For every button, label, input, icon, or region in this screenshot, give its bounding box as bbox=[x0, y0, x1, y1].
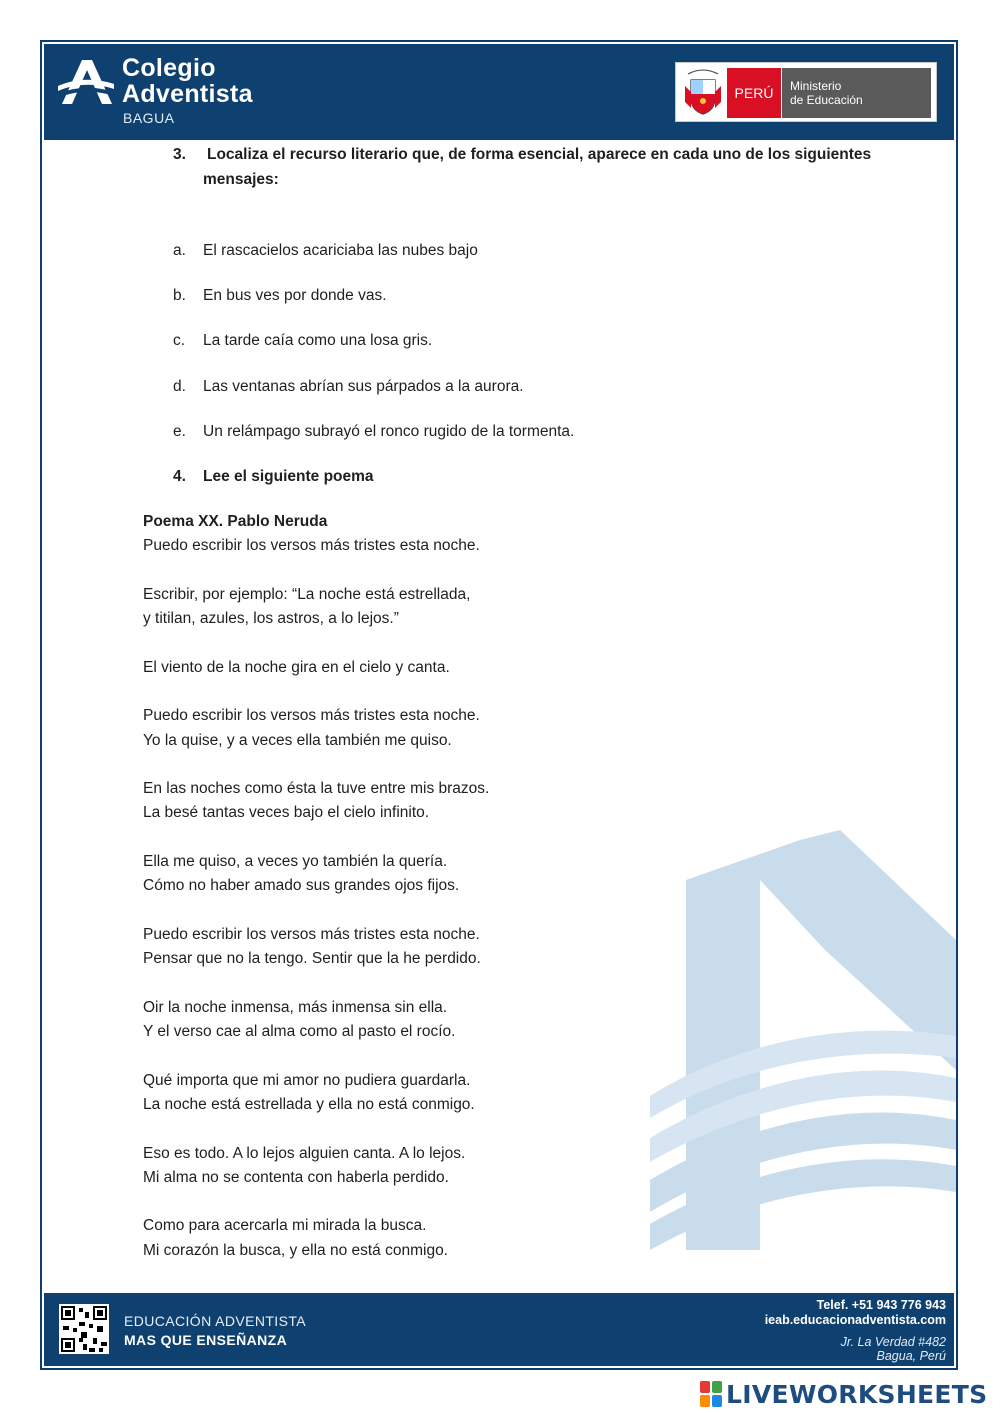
ministry-line1: Ministerio bbox=[790, 79, 842, 93]
poem-title: Poema XX. Pablo Neruda bbox=[143, 513, 328, 530]
college-logo-icon bbox=[58, 56, 114, 106]
brand-name-line1: Colegio bbox=[122, 54, 216, 82]
poem-line: Puedo escribir los versos más tristes esta noche. bbox=[143, 926, 480, 943]
item-letter: d. bbox=[173, 378, 186, 395]
header-banner bbox=[44, 44, 954, 140]
watermark-logo-icon bbox=[650, 820, 956, 1250]
item-letter: c. bbox=[173, 332, 186, 349]
poem-line: Puedo escribir los versos más tristes esta noche. bbox=[143, 537, 480, 554]
question-4-number: 4. bbox=[173, 468, 186, 485]
poem-line: Escribir, por ejemplo: “La noche está estrellada, bbox=[143, 586, 471, 603]
question-3-number: 3. bbox=[173, 146, 186, 163]
ministry-line2: de Educación bbox=[790, 93, 863, 107]
item-text: Un relámpago subrayó el ronco rugido de la tormenta. bbox=[203, 423, 575, 440]
question-3-line2: mensajes: bbox=[203, 171, 279, 188]
poem-line: Yo la quise, y a veces ella también me quiso. bbox=[143, 732, 452, 749]
item-letter: b. bbox=[173, 287, 186, 304]
poem-line: Ella me quiso, a veces yo también la quería. bbox=[143, 853, 448, 870]
item-letter: e. bbox=[173, 423, 186, 440]
poem-line: Eso es todo. A lo lejos alguien canta. A lo lejos. bbox=[143, 1145, 466, 1162]
poem-line: Oir la noche inmensa, más inmensa sin ella. bbox=[143, 999, 448, 1016]
footer-website: ieab.educacionadventista.com bbox=[764, 1313, 946, 1327]
footer-slogan-line2: MAS QUE ENSEÑANZA bbox=[124, 1332, 288, 1348]
brand-name-line2: Adventista bbox=[122, 80, 253, 108]
item-text: El rascacielos acariciaba las nubes bajo bbox=[203, 242, 478, 259]
poem-line: Mi corazón la busca, y ella no está conmigo. bbox=[143, 1242, 448, 1259]
brand-location: BAGUA bbox=[123, 110, 175, 126]
liveworksheets-wordmark: LIVEWORKSHEETS bbox=[726, 1379, 988, 1409]
liveworksheets-logo-icon bbox=[700, 1381, 722, 1407]
poem-line: La besé tantas veces bajo el cielo infinito. bbox=[143, 804, 430, 821]
poem-line: Mi alma no se contenta con haberla perdido. bbox=[143, 1169, 449, 1186]
poem-line: Pensar que no la tengo. Sentir que la he perdido. bbox=[143, 950, 481, 967]
ministry-label bbox=[781, 68, 931, 118]
footer-banner bbox=[44, 1293, 954, 1366]
question-3-line1: Localiza el recurso literario que, de forma esencial, aparece en cada uno de los siguientes bbox=[207, 146, 872, 163]
poem-line: Puedo escribir los versos más tristes esta noche. bbox=[143, 707, 480, 724]
item-text: Las ventanas abrían sus párpados a la aurora. bbox=[203, 378, 524, 395]
country-label: PERÚ bbox=[727, 68, 781, 118]
poem-line: Y el verso cae al alma como al pasto el rocío. bbox=[143, 1023, 456, 1040]
footer-address-line2: Bagua, Perú bbox=[876, 1349, 946, 1363]
ministry-logo bbox=[675, 62, 937, 122]
item-text: En bus ves por donde vas. bbox=[203, 287, 387, 304]
item-letter: a. bbox=[173, 242, 186, 259]
footer-phone: Telef. +51 943 776 943 bbox=[816, 1298, 946, 1312]
peru-crest-icon bbox=[682, 68, 724, 118]
footer-slogan-line1: EDUCACIÓN ADVENTISTA bbox=[124, 1313, 306, 1329]
qr-code-icon bbox=[59, 1304, 109, 1354]
poem-line: Como para acercarla mi mirada la busca. bbox=[143, 1217, 427, 1234]
poem-line: La noche está estrellada y ella no está conmigo. bbox=[143, 1096, 475, 1113]
liveworksheets-brand bbox=[700, 1379, 987, 1409]
poem-line: Cómo no haber amado sus grandes ojos fijos. bbox=[143, 877, 460, 894]
item-text: La tarde caía como una losa gris. bbox=[203, 332, 433, 349]
poem-line: y titilan, azules, los astros, a lo lejos.” bbox=[143, 610, 399, 627]
footer-address-line1: Jr. La Verdad #482 bbox=[840, 1335, 946, 1349]
poem-line: En las noches como ésta la tuve entre mis brazos. bbox=[143, 780, 490, 797]
poem-line: El viento de la noche gira en el cielo y canta. bbox=[143, 659, 450, 676]
question-4-text: Lee el siguiente poema bbox=[203, 468, 374, 485]
poem-line: Qué importa que mi amor no pudiera guardarla. bbox=[143, 1072, 471, 1089]
